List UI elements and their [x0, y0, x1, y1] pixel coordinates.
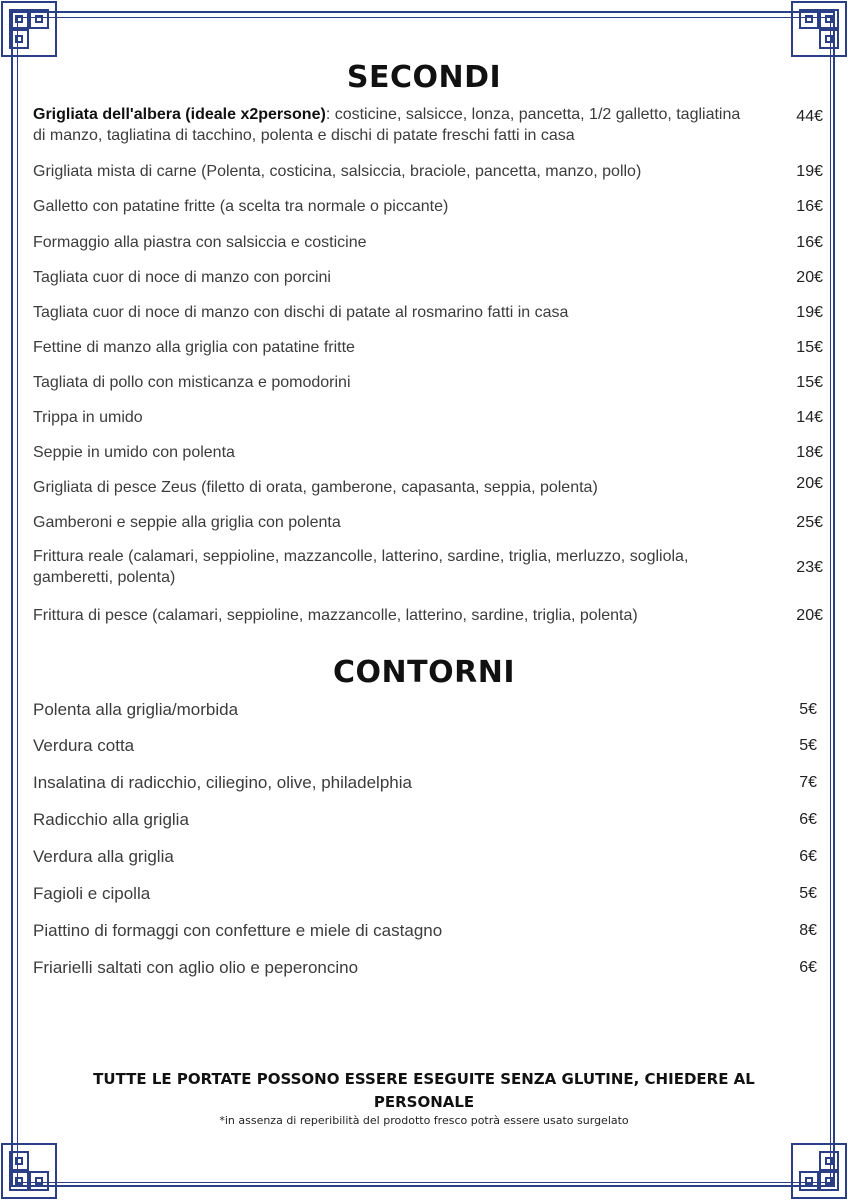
- side-item-name: Verdura alla griglia: [33, 847, 174, 866]
- menu-item-name: [33, 104, 753, 146]
- menu-item: [33, 267, 823, 288]
- greek-key-corner-icon: [0, 1142, 58, 1200]
- menu-item-price: 14€: [796, 409, 823, 426]
- side-item: [33, 772, 817, 794]
- menu-item: [33, 232, 823, 253]
- section-title-contorni: CONTORNI: [333, 655, 515, 690]
- menu-item: [33, 407, 823, 428]
- menu-item-name: Galletto con patatine fritte (a scelta tra normale o piccante): [33, 198, 449, 215]
- menu-item: [33, 372, 823, 393]
- menu-item-name: Grigliata di pesce Zeus (filetto di orata, gamberone, capasanta, seppia, polenta): [33, 479, 598, 496]
- menu-item-price: 15€: [796, 339, 823, 356]
- side-item-price: 7€: [799, 774, 817, 791]
- menu-item-price: 19€: [796, 304, 823, 321]
- greek-key-corner-icon: [0, 0, 58, 58]
- side-item-price: 6€: [799, 848, 817, 865]
- menu-item-name: Formaggio alla piastra con salsiccia e costicine: [33, 234, 367, 251]
- menu-item-price: 18€: [796, 444, 823, 461]
- greek-key-corner-icon: [790, 1142, 848, 1200]
- menu-item-price: 19€: [796, 163, 823, 180]
- menu-item-price: 20€: [796, 607, 823, 624]
- side-item: [33, 846, 817, 868]
- side-item-price: 5€: [799, 885, 817, 902]
- side-item-name: Insalatina di radicchio, ciliegino, olive, philadelphia: [33, 773, 412, 792]
- menu-item-price: 15€: [796, 374, 823, 391]
- menu-item-description: : costicine, salsicce, lonza, pancetta, 1/2 galletto, tagliatina di manzo, tagliatina di tacchino, polenta e dischi di patate freschi fatti in casa: [33, 106, 741, 144]
- side-item-price: 6€: [799, 959, 817, 976]
- menu-item-price: 44€: [796, 108, 823, 125]
- side-item: [33, 809, 817, 831]
- menu-item: [33, 512, 823, 533]
- side-item-price: 5€: [799, 701, 817, 718]
- frozen-product-disclaimer: *in assenza di reperibilità del prodotto fresco potrà essere usato surgelato: [219, 1114, 629, 1127]
- menu-item-name: Frittura di pesce (calamari, seppioline, mazzancolle, latterino, sardine, triglia, polenta): [33, 607, 638, 624]
- side-item-name: Radicchio alla griglia: [33, 810, 189, 829]
- menu-item-price: 23€: [796, 559, 823, 576]
- menu-item: [33, 302, 823, 323]
- gluten-free-note: TUTTE LE PORTATE POSSONO ESSERE ESEGUITE SENZA GLUTINE, CHIEDERE AL PERSONALE: [93, 1070, 755, 1111]
- section-title-secondi: SECONDI: [346, 60, 502, 95]
- menu-item-name: Frittura reale (calamari, seppioline, mazzancolle, latterino, sardine, triglia, merluzzo, sogliola, gamberetti, polenta): [33, 548, 689, 586]
- menu-item: [33, 161, 823, 182]
- menu-item: [33, 104, 823, 146]
- side-item-price: 8€: [799, 922, 817, 939]
- menu-item-name: Tagliata di pollo con misticanza e pomodorini: [33, 374, 351, 391]
- side-item-price: 5€: [799, 737, 817, 754]
- greek-key-corner-icon: [790, 0, 848, 58]
- side-item-name: Verdura cotta: [33, 736, 135, 755]
- menu-item-name: Fettine di manzo alla griglia con patatine fritte: [33, 339, 355, 356]
- menu-item: [33, 546, 823, 588]
- side-item-price: 6€: [799, 811, 817, 828]
- menu-item-name: Tagliata cuor di noce di manzo con dischi di patate al rosmarino fatti in casa: [33, 304, 569, 321]
- side-item: [33, 735, 817, 757]
- side-item-name: Friarielli saltati con aglio olio e peperoncino: [33, 958, 359, 977]
- menu-item-price: 25€: [796, 514, 823, 531]
- menu-item-price: 20€: [796, 475, 823, 492]
- menu-item: [33, 442, 823, 463]
- menu-item: [33, 337, 823, 358]
- menu-item-price: 20€: [796, 269, 823, 286]
- menu-item-name: Seppie in umido con polenta: [33, 444, 235, 461]
- menu-item-name: Trippa in umido: [33, 409, 143, 426]
- side-item-name: Fagioli e cipolla: [33, 884, 151, 903]
- menu-item-name: Gamberoni e seppie alla griglia con polenta: [33, 514, 341, 531]
- side-item: [33, 920, 817, 942]
- side-item: [33, 699, 817, 721]
- side-item: [33, 957, 817, 979]
- side-item-name: Piattino di formaggi con confetture e miele di castagno: [33, 921, 443, 940]
- menu-item-name-bold: Grigliata dell'albera (ideale x2persone): [33, 106, 326, 123]
- menu-item: [33, 477, 823, 498]
- menu-item-name: Grigliata mista di carne (Polenta, costicina, salsiccia, braciole, pancetta, manzo, pollo): [33, 163, 642, 180]
- menu-item-name: Tagliata cuor di noce di manzo con porcini: [33, 269, 331, 286]
- menu-item-price: 16€: [796, 234, 823, 251]
- menu-item: [33, 196, 823, 217]
- side-item-name: Polenta alla griglia/morbida: [33, 700, 239, 719]
- menu-item-price: 16€: [796, 198, 823, 215]
- menu-item: [33, 605, 823, 626]
- page-frame-inner: [17, 17, 831, 1183]
- side-item: [33, 883, 817, 905]
